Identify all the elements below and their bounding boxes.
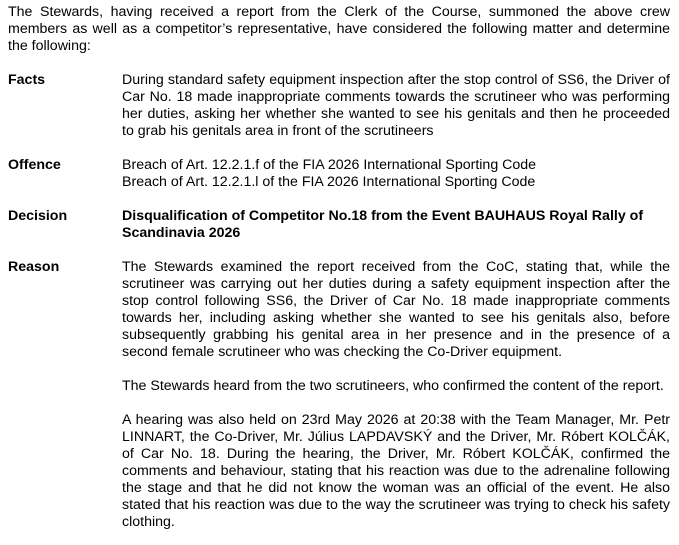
offence-text	[122, 157, 670, 191]
facts-text: During standard safety equipment inspection after the stop control of SS6, the Driver of Car No. 18 made inappropriate comments towards the scrutineer who was performing her duties, asking her whether she wanted to see his genitals and then he proceeded to grab his genitals area in front of the scrutineers	[122, 72, 670, 139]
reason-paragraph: The Stewards examined the report received from the CoC, stating that, while the scrutineer was carrying out her duties during a safety equipment inspection after the stop control following SS6, the Driver of Car No. 18 made inappropriate comments towards her, including asking whether she wanted to see his genitals also, before subsequently grabbing his genital area in her presence and in the presence of a second female scrutineer who was checking the Co-Driver equipment.	[122, 259, 670, 360]
offence-line: Breach of Art. 12.2.1.l of the FIA 2026 International Sporting Code	[122, 174, 536, 190]
decision-text: Disqualification of Competitor No.18 from the Event BAUHAUS Royal Rally of Scandinavia 2026	[122, 208, 644, 241]
offence-line: Breach of Art. 12.2.1.f of the FIA 2026 International Sporting Code	[122, 157, 537, 173]
reason-paragraph: A hearing was also held on 23rd May 2026 at 20:38 with the Team Manager, Mr. Petr LINNART, the Co-Driver, Mr. Július LAPDAVSKÝ and the Driver, Mr. Róbert KOLČÁK, of Car No. 18. During the hearing, the Driver, Mr. Róbert KOLČÁK, confirmed the comments and behaviour, stating that his reaction was due to the adrenaline following the stage and that he did not know the woman was an official of the event. He also stated that his reaction was due to the way the scrutineer was trying to check his safety clothing.	[122, 412, 670, 530]
reason-paragraph: The Stewards heard from the two scrutineers, who confirmed the content of the report.	[122, 378, 664, 394]
decision-label: Decision	[8, 208, 68, 224]
intro-paragraph: The Stewards, having received a report from the Clerk of the Course, summoned the above crew members as well as a competitor’s representative, have considered the following matter and determine the following:	[8, 4, 670, 54]
reason-label: Reason	[8, 259, 60, 275]
reason-text	[122, 259, 670, 531]
facts-label: Facts	[8, 72, 46, 88]
offence-label: Offence	[8, 157, 61, 173]
